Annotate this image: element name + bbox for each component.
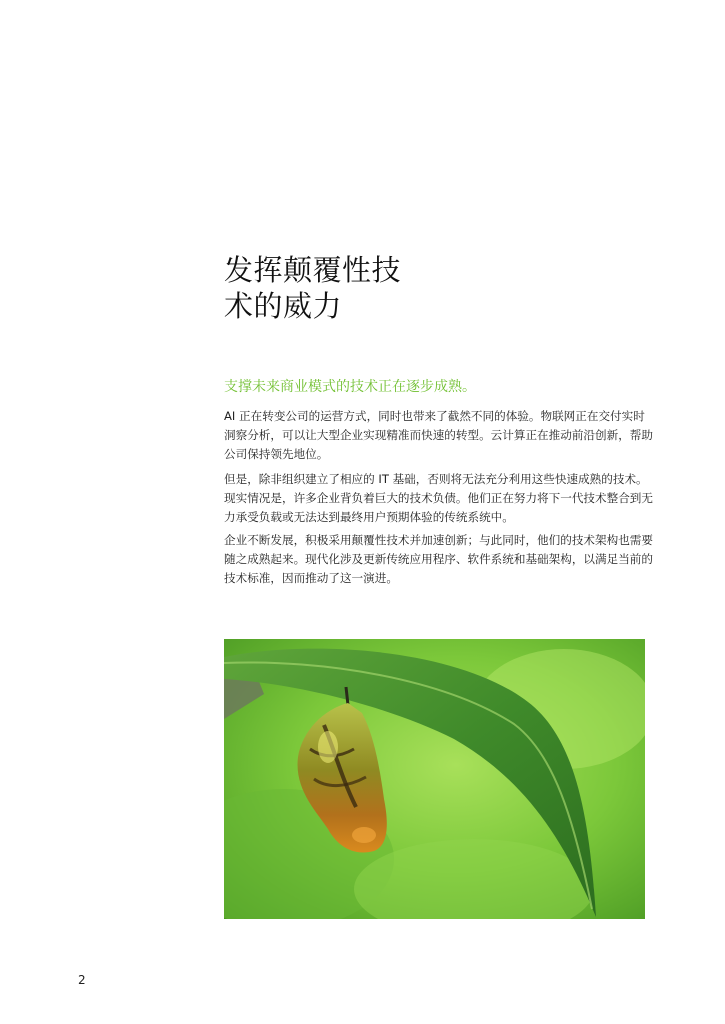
page-number: 2: [78, 973, 86, 987]
lead-subheading: 支撑未来商业模式的技术正在逐步成熟。: [224, 379, 476, 395]
page-title: [224, 252, 644, 324]
page-title-line-1: 发挥颠覆性技: [224, 253, 402, 287]
body-paragraph-1: AI 正在转变公司的运营方式，同时也带来了截然不同的体验。物联网正在交付实时洞察分析，可以让大型企业实现精准而快速的转型。云计算正在推动前沿创新，帮助公司保持领先地位。: [224, 409, 653, 461]
page-title-line-2: 术的威力: [224, 289, 343, 323]
chrysalis-photo: [224, 639, 645, 919]
body-paragraph-3: 企业不断发展，积极采用颠覆性技术并加速创新；与此同时，他们的技术架构也需要随之成熟起来。现代化涉及更新传统应用程序、软件系统和基础架构，以满足当前的技术标准，因而推动了这一演进。: [224, 533, 653, 585]
body-paragraph-2: 但是，除非组织建立了相应的 IT 基础，否则将无法充分利用这些快速成熟的技术。现实情况是，许多企业背负着巨大的技术负债。他们正在努力将下一代技术整合到无力承受负载或无法达到最终用户预期体验的传统系统中。: [224, 472, 653, 524]
